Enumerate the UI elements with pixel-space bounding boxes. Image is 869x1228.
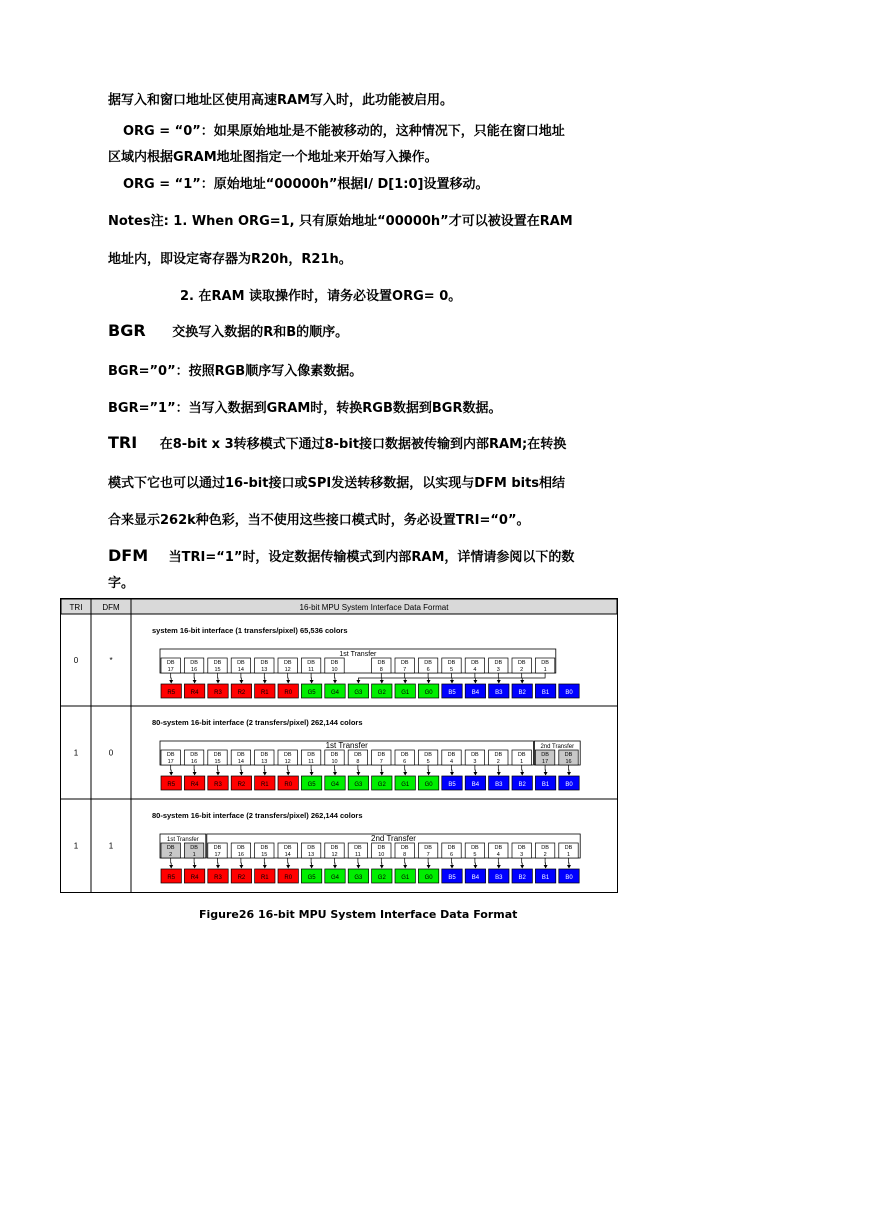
db-cell-label: DB bbox=[471, 845, 479, 851]
pixel-label: B5 bbox=[448, 782, 456, 788]
db-cell-label: DB bbox=[471, 752, 479, 758]
db-cell-index: 10 bbox=[331, 667, 338, 673]
text-line-15: 字。 bbox=[108, 576, 135, 591]
arrow-head bbox=[286, 680, 290, 684]
db-cell-index: 15 bbox=[261, 852, 268, 858]
arrow-head bbox=[544, 865, 548, 869]
pixel-label: G5 bbox=[307, 782, 316, 788]
arrow-head bbox=[427, 772, 431, 776]
db-cell-label: DB bbox=[377, 752, 386, 758]
db-cell-index: 16 bbox=[565, 759, 572, 765]
db-cell-index: 12 bbox=[284, 759, 291, 765]
figure-caption: Figure26 16-bit MPU System Interface Data Format bbox=[199, 908, 518, 921]
pixel-label: R4 bbox=[190, 875, 199, 881]
arrow-head bbox=[403, 865, 407, 869]
header-tri: TRI bbox=[69, 603, 83, 612]
pixel-label: R0 bbox=[284, 782, 293, 788]
db-cell-index: 2 bbox=[520, 667, 524, 673]
arrow-head bbox=[310, 680, 314, 684]
pixel-label: R1 bbox=[260, 690, 269, 696]
db-cell-label: DB bbox=[517, 752, 526, 758]
db-cell-index: 1 bbox=[192, 852, 196, 858]
arrow-head bbox=[263, 772, 267, 776]
pixel-label: R5 bbox=[167, 782, 176, 788]
arrow-head bbox=[310, 772, 314, 776]
db-cell-label: DB bbox=[377, 845, 386, 851]
pixel-label: G5 bbox=[307, 875, 316, 881]
db-cell-label: DB bbox=[237, 845, 245, 851]
arrow-head bbox=[497, 680, 501, 684]
pixel-label: B1 bbox=[541, 782, 550, 788]
pixel-label: G0 bbox=[424, 875, 433, 881]
db-cell-index: 17 bbox=[167, 667, 174, 673]
db-cell-label: DB bbox=[307, 660, 315, 666]
db-cell-label: DB bbox=[494, 660, 503, 666]
arrow-head bbox=[193, 772, 197, 776]
row-title: system 16-bit interface (1 transfers/pixel) 65,536 colors bbox=[152, 626, 348, 635]
mapping-arrow bbox=[475, 673, 498, 683]
arrow-head bbox=[497, 772, 501, 776]
db-cell-index: 1 bbox=[566, 852, 571, 858]
arrow-head bbox=[356, 865, 360, 869]
arrow-head bbox=[380, 772, 384, 776]
db-cell-index: 12 bbox=[331, 852, 338, 858]
arrow-head bbox=[497, 865, 501, 869]
arrow-head bbox=[263, 865, 267, 869]
db-cell-label: DB bbox=[517, 660, 526, 666]
db-cell-label: DB bbox=[354, 845, 362, 851]
db-cell-label: DB bbox=[564, 845, 573, 851]
pixel-label: B4 bbox=[471, 690, 480, 696]
pixel-label: R2 bbox=[237, 690, 246, 696]
row-tri: 1 bbox=[73, 841, 79, 851]
db-cell-label: DB bbox=[283, 752, 292, 758]
arrow-head bbox=[239, 865, 243, 869]
header-dfm: DFM bbox=[102, 603, 120, 612]
db-cell-index: 17 bbox=[214, 852, 221, 858]
arrow-head bbox=[356, 772, 360, 776]
db-cell-label: DB bbox=[541, 845, 549, 851]
pixel-label: B3 bbox=[495, 690, 503, 696]
db-cell-label: DB bbox=[424, 752, 432, 758]
tri-term: TRI bbox=[108, 433, 138, 452]
arrow-head bbox=[450, 865, 454, 869]
arrow-head bbox=[567, 772, 571, 776]
row-tri: 0 bbox=[73, 656, 79, 665]
pixel-label: G0 bbox=[424, 690, 433, 696]
arrow-head bbox=[544, 772, 548, 776]
db-cell-index: 12 bbox=[284, 667, 291, 673]
arrow-head bbox=[310, 865, 314, 869]
pixel-label: G3 bbox=[354, 875, 363, 881]
bgr-desc: 交换写入数据的R和B的顺序。 bbox=[172, 325, 349, 340]
mapping-arrow bbox=[499, 673, 522, 683]
arrow-head bbox=[473, 865, 477, 869]
arrow-head bbox=[333, 865, 337, 869]
transfer-label-1: 1st Transfer bbox=[167, 837, 199, 843]
db-cell-index: 10 bbox=[378, 852, 385, 858]
pixel-label: G0 bbox=[424, 782, 433, 788]
mapping-arrow bbox=[452, 673, 475, 683]
text-line-8 bbox=[108, 321, 348, 340]
db-cell-label: DB bbox=[190, 752, 198, 758]
arrow-head bbox=[403, 772, 407, 776]
pixel-label: R4 bbox=[190, 690, 199, 696]
db-cell-label: DB bbox=[447, 660, 456, 666]
db-cell-label: DB bbox=[400, 660, 409, 666]
pixel-label: G1 bbox=[401, 875, 410, 881]
db-cell-index: 16 bbox=[237, 852, 244, 858]
header-title: 16-bit MPU System Interface Data Format bbox=[299, 603, 449, 612]
db-cell-label: DB bbox=[494, 845, 503, 851]
db-cell-label: DB bbox=[260, 752, 269, 758]
db-cell-index: 11 bbox=[308, 667, 314, 673]
row-title: 80-system 16-bit interface (2 transfers/pixel) 262,144 colors bbox=[152, 811, 363, 820]
db-cell-label: DB bbox=[424, 845, 432, 851]
pixel-label: R3 bbox=[214, 782, 222, 788]
pixel-label: G4 bbox=[330, 690, 340, 696]
db-cell-index: 17 bbox=[542, 759, 549, 765]
pixel-label: G2 bbox=[377, 690, 386, 696]
arrow-head bbox=[520, 772, 524, 776]
pixel-label: G1 bbox=[401, 782, 410, 788]
pixel-label: B2 bbox=[518, 875, 526, 881]
db-cell-label: DB bbox=[354, 752, 362, 758]
pixel-label: B5 bbox=[448, 875, 456, 881]
pixel-label: R2 bbox=[237, 782, 246, 788]
arrow-head bbox=[169, 865, 173, 869]
row-dfm: 1 bbox=[108, 841, 114, 851]
db-cell-index: 2 bbox=[496, 759, 500, 765]
transfer-label-1: 1st Transfer bbox=[325, 741, 368, 750]
text-line-2: ORG = “0”：如果原始地址是不能被移动的，这种情况下，只能在窗口地址 bbox=[123, 124, 565, 139]
db-cell-index: 14 bbox=[237, 667, 244, 673]
db-cell-index: 4 bbox=[473, 667, 477, 673]
text-line-1: 据写入和窗口地址区使用高速RAM写入时，此功能被启用。 bbox=[108, 93, 454, 108]
pixel-label: G3 bbox=[354, 782, 363, 788]
text-line-12: 模式下它也可以通过16-bit接口或SPI发送转移数据，以实现与DFM bits相结 bbox=[108, 476, 566, 491]
pixel-label: B4 bbox=[471, 875, 480, 881]
db-cell-label: DB bbox=[541, 752, 549, 758]
db-cell-label: DB bbox=[471, 660, 479, 666]
db-cell-index: 7 bbox=[379, 759, 383, 765]
mapping-arrow bbox=[429, 673, 452, 683]
transfer-label-2: 2nd Transfer bbox=[371, 834, 416, 843]
db-cell-index: 16 bbox=[191, 667, 198, 673]
db-cell-label: DB bbox=[330, 660, 339, 666]
pixel-label: B2 bbox=[518, 690, 526, 696]
db-cell-label: DB bbox=[330, 845, 339, 851]
tri-desc: 在8-bit x 3转移模式下通过8-bit接口数据被传输到内部RAM;在转换 bbox=[159, 437, 567, 452]
row-title: 80-system 16-bit interface (2 transfers/pixel) 262,144 colors bbox=[152, 718, 363, 727]
db-cell-label: DB bbox=[213, 660, 222, 666]
arrow-head bbox=[473, 772, 477, 776]
pixel-label: R0 bbox=[284, 875, 293, 881]
arrow-head bbox=[263, 680, 267, 684]
arrow-head bbox=[169, 772, 173, 776]
db-cell-index: 15 bbox=[214, 759, 221, 765]
pixel-label: G5 bbox=[307, 690, 316, 696]
db-cell-index: 15 bbox=[214, 667, 221, 673]
db-cell-index: 17 bbox=[167, 759, 174, 765]
db-cell-index: 1 bbox=[520, 759, 524, 765]
text-line-10: BGR=”1”：当写入数据到GRAM时，转换RGB数据到BGR数据。 bbox=[108, 401, 502, 416]
db-cell-index: 16 bbox=[191, 759, 198, 765]
db-cell-index: 8 bbox=[356, 759, 360, 765]
arrow-head bbox=[380, 865, 384, 869]
text-line-6: 地址内，即设定寄存器为R20h，R21h。 bbox=[108, 252, 352, 267]
db-cell-label: DB bbox=[213, 845, 222, 851]
transfer-label-1: 1st Transfer bbox=[339, 651, 377, 658]
pixel-label: R2 bbox=[237, 875, 246, 881]
pixel-label: B3 bbox=[495, 875, 503, 881]
db-cell-index: 5 bbox=[426, 759, 430, 765]
db-cell-label: DB bbox=[447, 845, 456, 851]
db-cell-label: DB bbox=[166, 660, 175, 666]
arrow-head bbox=[193, 865, 197, 869]
db-cell-label: DB bbox=[400, 752, 409, 758]
pixel-label: G2 bbox=[377, 782, 386, 788]
db-cell-label: DB bbox=[260, 660, 269, 666]
db-cell-index: 13 bbox=[261, 759, 268, 765]
arrow-head bbox=[403, 680, 407, 684]
db-cell-index: 8 bbox=[403, 852, 407, 858]
pixel-label: R5 bbox=[167, 690, 176, 696]
pixel-label: G2 bbox=[377, 875, 386, 881]
db-cell-label: DB bbox=[283, 660, 292, 666]
db-cell-index: 3 bbox=[473, 759, 477, 765]
db-cell-label: DB bbox=[307, 845, 315, 851]
db-cell-index: 1 bbox=[543, 667, 547, 673]
mapping-arrow bbox=[358, 673, 381, 683]
db-cell-index: 7 bbox=[403, 667, 407, 673]
db-cell-index: 2 bbox=[169, 852, 173, 858]
db-cell-index: 4 bbox=[449, 759, 454, 765]
db-cell-index: 3 bbox=[520, 852, 524, 858]
arrow-head bbox=[286, 865, 290, 869]
dfm-desc: 当TRI=“1”时，设定数据传输模式到内部RAM，详情请参阅以下的数 bbox=[168, 550, 575, 565]
db-cell-index: 6 bbox=[426, 667, 430, 673]
row-dfm: * bbox=[109, 656, 113, 665]
pixel-label: B0 bbox=[565, 782, 573, 788]
arrow-head bbox=[239, 680, 243, 684]
db-cell-index: 5 bbox=[473, 852, 477, 858]
pixel-label: B4 bbox=[471, 782, 480, 788]
pixel-label: R5 bbox=[167, 875, 176, 881]
arrow-head bbox=[286, 772, 290, 776]
pixel-label: B2 bbox=[518, 782, 526, 788]
pixel-label: B1 bbox=[541, 875, 550, 881]
db-cell-label: DB bbox=[400, 845, 409, 851]
db-cell-label: DB bbox=[447, 752, 456, 758]
db-cell-label: DB bbox=[190, 845, 198, 851]
arrow-head bbox=[216, 680, 220, 684]
db-cell-label: DB bbox=[190, 660, 198, 666]
db-cell-label: DB bbox=[166, 845, 175, 851]
row-dfm: 0 bbox=[108, 748, 114, 758]
db-cell-label: DB bbox=[283, 845, 292, 851]
pixel-label: R3 bbox=[214, 690, 222, 696]
db-cell-index: 7 bbox=[426, 852, 430, 858]
arrow-head bbox=[473, 680, 477, 684]
transfer-label-2: 2nd Transfer bbox=[540, 744, 575, 750]
arrow-head bbox=[333, 772, 337, 776]
arrow-head bbox=[520, 865, 524, 869]
text-line-13: 合来显示262k种色彩，当不使用这些接口模式时，务必设置TRI=“0”。 bbox=[108, 513, 530, 528]
text-line-9: BGR=”0”：按照RGB顺序写入像素数据。 bbox=[108, 364, 363, 379]
db-cell-label: DB bbox=[307, 752, 315, 758]
pixel-label: G4 bbox=[330, 782, 340, 788]
arrow-head bbox=[193, 680, 197, 684]
db-cell-label: DB bbox=[424, 660, 432, 666]
db-cell-label: DB bbox=[260, 845, 269, 851]
mapping-arrow bbox=[382, 673, 405, 683]
text-line-5: Notes注: 1. When ORG=1, 只有原始地址“00000h”才可以被设置在RAM bbox=[108, 214, 573, 229]
db-cell-label: DB bbox=[237, 752, 245, 758]
db-cell-label: DB bbox=[213, 752, 222, 758]
pixel-label: R4 bbox=[190, 782, 199, 788]
arrow-head bbox=[450, 772, 454, 776]
db-cell-index: 4 bbox=[496, 852, 500, 858]
pixel-label: B3 bbox=[495, 782, 503, 788]
db-cell-index: 14 bbox=[237, 759, 244, 765]
db-cell-index: 8 bbox=[379, 667, 383, 673]
db-cell-index: 6 bbox=[403, 759, 407, 765]
pixel-label: G4 bbox=[330, 875, 340, 881]
db-cell-index: 11 bbox=[308, 759, 314, 765]
row-tri: 1 bbox=[73, 748, 79, 758]
db-cell-label: DB bbox=[564, 752, 573, 758]
arrow-head bbox=[427, 680, 431, 684]
mapping-arrow bbox=[405, 673, 428, 683]
db-cell-index: 5 bbox=[449, 667, 454, 673]
pixel-label: B0 bbox=[565, 875, 573, 881]
arrow-head bbox=[216, 772, 220, 776]
pixel-label: B5 bbox=[448, 690, 456, 696]
db-cell-index: 14 bbox=[284, 852, 291, 858]
pixel-label: R3 bbox=[214, 875, 222, 881]
dfm-term: DFM bbox=[108, 546, 149, 565]
arrow-head bbox=[520, 680, 524, 684]
db-cell-index: 13 bbox=[261, 667, 268, 673]
text-line-14 bbox=[108, 546, 574, 565]
pixel-label: G3 bbox=[354, 690, 363, 696]
db-cell-label: DB bbox=[377, 660, 386, 666]
db-cell-index: 13 bbox=[308, 852, 315, 858]
bgr-term: BGR bbox=[108, 321, 146, 340]
arrow-head bbox=[169, 680, 173, 684]
db-cell-index: 2 bbox=[543, 852, 547, 858]
text-line-3: 区域内根据GRAM地址图指定一个地址来开始写入操作。 bbox=[108, 150, 438, 165]
text-line-11 bbox=[108, 433, 566, 452]
pixel-label: R0 bbox=[284, 690, 293, 696]
db-cell-index: 3 bbox=[496, 667, 500, 673]
arrow-head bbox=[380, 680, 384, 684]
arrow-head bbox=[356, 680, 360, 684]
pixel-label: R1 bbox=[260, 875, 269, 881]
db-cell-label: DB bbox=[494, 752, 503, 758]
db-cell-label: DB bbox=[541, 660, 549, 666]
arrow-head bbox=[427, 865, 431, 869]
pixel-label: G1 bbox=[401, 690, 410, 696]
data-format-diagram bbox=[61, 599, 617, 892]
pixel-label: B1 bbox=[541, 690, 550, 696]
arrow-head bbox=[450, 680, 454, 684]
db-cell-label: DB bbox=[237, 660, 245, 666]
db-cell-index: 10 bbox=[331, 759, 338, 765]
text-line-4: ORG = “1”：原始地址“00000h”根据I/ D[1:0]设置移动。 bbox=[123, 177, 489, 192]
arrow-head bbox=[216, 865, 220, 869]
db-cell-label: DB bbox=[517, 845, 526, 851]
data-format-figure bbox=[60, 598, 618, 893]
db-cell-index: 6 bbox=[449, 852, 454, 858]
arrow-head bbox=[567, 865, 571, 869]
db-cell-index: 11 bbox=[355, 852, 361, 858]
mapping-arrow bbox=[522, 673, 545, 683]
text-line-7: 2. 在RAM 读取操作时，请务必设置ORG= 0。 bbox=[180, 289, 462, 304]
pixel-label: B0 bbox=[565, 690, 573, 696]
arrow-head bbox=[333, 680, 337, 684]
db-cell-label: DB bbox=[166, 752, 175, 758]
arrow-head bbox=[239, 772, 243, 776]
db-cell-label: DB bbox=[330, 752, 339, 758]
pixel-label: R1 bbox=[260, 782, 269, 788]
